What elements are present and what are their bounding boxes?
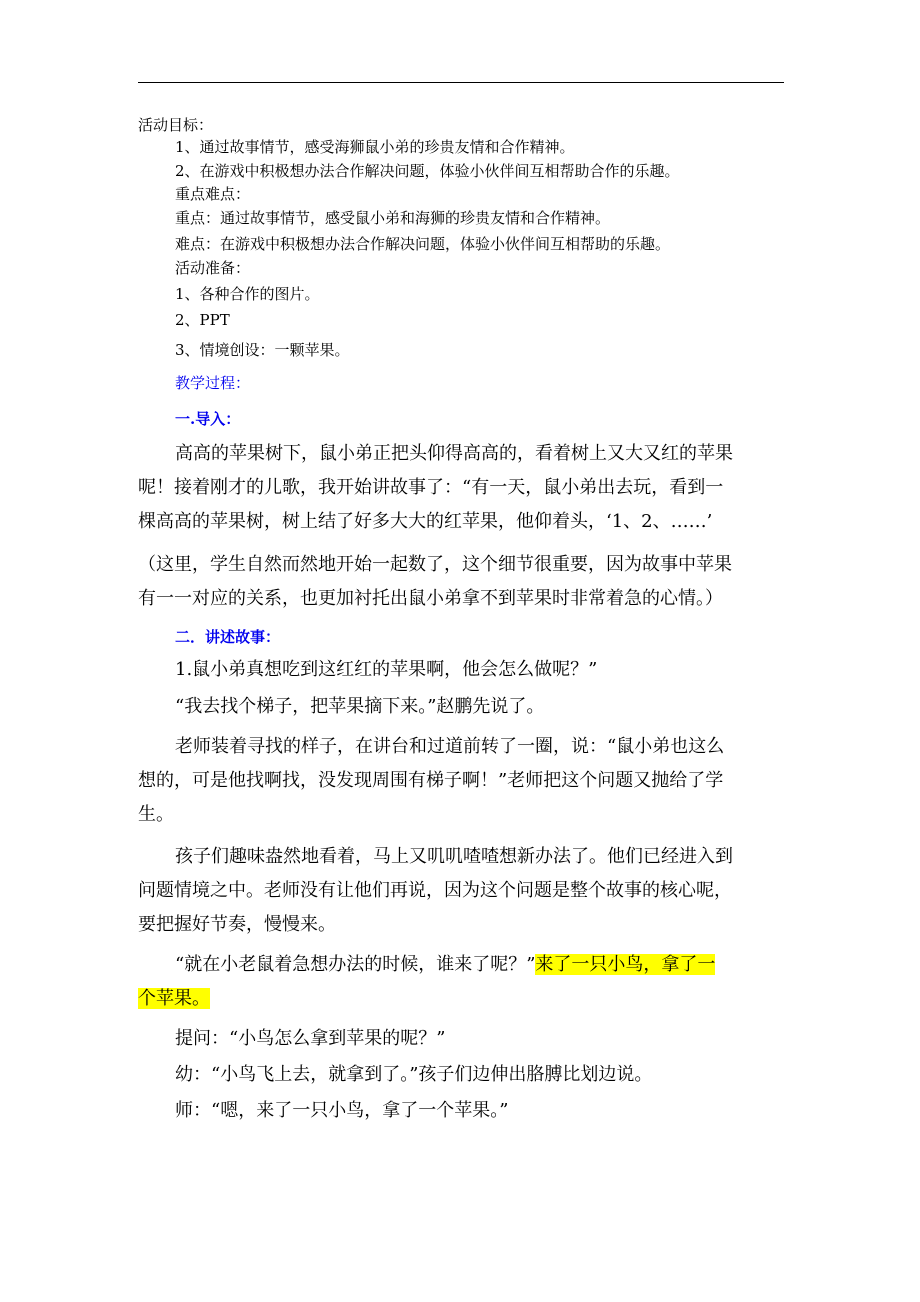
key-title: 重点难点： — [175, 185, 251, 203]
who-came-text: “就在小老鼠着急想办法的时候，谁来了呢？” — [175, 954, 536, 975]
kids-line: 问题情境之中。老师没有让他们再说，因为这个问题是整个故事的核心呢， — [138, 880, 732, 901]
goal-2: 2、在游戏中积极想办法合作解决问题，体验小伙伴间互相帮助合作的乐趣。 — [175, 162, 680, 180]
intro-line: （这里，学生自然而然地开始一起数了，这个细节很重要，因为故事中苹果 — [138, 554, 732, 575]
question-text: 提问：“小鸟怎么拿到苹果的呢？” — [175, 1028, 446, 1049]
goals-title: 活动目标： — [138, 116, 214, 134]
process-title: 教学过程： — [175, 374, 251, 392]
header-rule — [138, 82, 784, 83]
prep-item-2: 2、PPT — [175, 311, 230, 329]
highlighted-text: 来了一只小鸟，拿了一 — [535, 954, 716, 975]
teacher-line: 想的，可是他找啊找，没发现周围有梯子啊！”老师把这个问题又抛给了学 — [138, 770, 724, 791]
difficult-point: 难点：在游戏中积极想办法合作解决问题，体验小伙伴间互相帮助的乐趣。 — [175, 235, 671, 253]
kids-line: 孩子们趣味盎然地看着，马上又叽叽喳喳想新办法了。他们已经进入到 — [175, 846, 733, 867]
key-point: 重点：通过故事情节，感受鼠小弟和海狮的珍贵友情和合作精神。 — [175, 209, 611, 227]
prep-item-1: 1、各种合作的图片。 — [175, 285, 320, 303]
prep-title: 活动准备： — [175, 259, 251, 277]
answer-1: “我去找个梯子，把苹果摘下来。”赵鹏先说了。 — [175, 696, 545, 717]
goal-1: 1、通过故事情节，感受海狮鼠小弟的珍贵友情和合作精神。 — [175, 138, 575, 156]
story-line — [138, 985, 210, 1013]
intro-line: 有一一对应的关系，也更加衬托出鼠小弟拿不到苹果时非常着急的心情。） — [138, 588, 723, 609]
intro-line: 棵高高的苹果树，树上结了好多大大的红苹果，他仰着头，‘1、2、……’ — [138, 511, 713, 532]
child-answer: 幼：“小鸟飞上去，就拿到了。”孩子们边伸出胳膊比划边说。 — [175, 1064, 653, 1085]
highlighted-text: 个苹果。 — [138, 988, 210, 1009]
teacher-line: 生。 — [138, 804, 174, 825]
question-1: 1.鼠小弟真想吃到这红红的苹果啊，他会怎么做呢？” — [175, 659, 598, 680]
section-1-title: 一.导入： — [175, 410, 241, 428]
teacher-answer: 师：“嗯，来了一只小鸟，拿了一个苹果。” — [175, 1100, 509, 1121]
section-2-title: 二．讲述故事： — [175, 628, 281, 646]
teacher-line: 老师装着寻找的样子，在讲台和过道前转了一圈，说：“鼠小弟也这么 — [175, 736, 725, 757]
story-line — [175, 951, 715, 979]
kids-line: 要把握好节奏，慢慢来。 — [138, 914, 336, 935]
intro-line: 呢！接着刚才的儿歌，我开始讲故事了：“有一天，鼠小弟出去玩，看到一 — [138, 477, 724, 498]
prep-item-3: 3、情境创设：一颗苹果。 — [175, 341, 350, 359]
intro-line: 高高的苹果树下，鼠小弟正把头仰得高高的，看着树上又大又红的苹果 — [175, 443, 733, 464]
